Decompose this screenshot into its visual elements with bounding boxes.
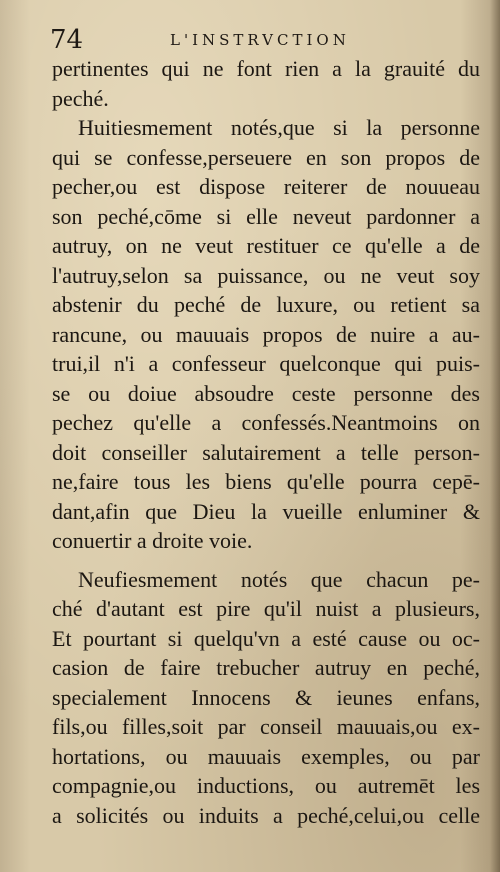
page-number: 74 <box>50 25 84 55</box>
text-line: hortations, ou mauuais exemples, ou par <box>52 743 480 769</box>
text-line: qui se confesse,perseuere en son propos de <box>52 144 480 170</box>
text-line: se ou doiue absoudre ceste personne des <box>52 380 480 406</box>
text-line: dant,afin que Dieu la vueille enluminer & <box>52 498 480 524</box>
paragraph-gap <box>52 556 480 565</box>
page-header <box>50 24 480 56</box>
text-line: rancune, ou mauuais propos de nuire a au- <box>52 321 480 347</box>
text-line: trui,il n'i a confesseur quelconque qui puis- <box>52 351 480 376</box>
text-line: l'autruy,selon sa puissance, ou ne veut soy <box>52 262 480 288</box>
text-line: Huitiesmement notés,que si la personne <box>78 115 480 140</box>
text-line: conuertir a droite voie. <box>52 528 253 553</box>
text-line: ché d'autant est pire qu'il nuist a plusieurs, <box>52 596 480 621</box>
text-line: pechez qu'elle a confessés.Neantmoins on <box>52 410 480 435</box>
text-line: autruy, on ne veut restituer ce qu'elle a de <box>52 233 480 258</box>
text-line: compagnie,ou inductions, ou autremēt les <box>52 773 480 798</box>
text-line: pecher,ou est dispose reiterer de nouueau <box>52 174 480 199</box>
text-line: specialement Innocens & ieunes enfans, <box>52 684 480 710</box>
text-line: casion de faire trebucher autruy en peché, <box>52 655 480 680</box>
text-line: Et pourtant si quelqu'vn a esté cause ou oc- <box>52 625 480 651</box>
page-edge-shadow <box>490 0 500 872</box>
running-head: L'INSTRVCTION <box>170 31 350 49</box>
text-line: ne,faire tous les biens qu'elle pourra cepē- <box>52 469 480 494</box>
text-line: pertinentes qui ne font rien a la grauité du <box>52 56 480 81</box>
text-line: abstenir du peché de luxure, ou retient sa <box>52 292 480 317</box>
text-line: fils,ou filles,soit par conseil mauuais,ou ex- <box>52 714 480 739</box>
text-line: Neufiesmement notés que chacun pe- <box>78 566 480 592</box>
body-text <box>52 54 480 830</box>
text-line: son peché,cōme si elle neveut pardonner a <box>52 203 480 229</box>
text-line: peché. <box>52 85 109 111</box>
text-line: doit conseiller salutairement a telle person- <box>52 439 480 465</box>
text-line: a solicités ou induits a peché,celui,ou celle <box>52 802 480 828</box>
